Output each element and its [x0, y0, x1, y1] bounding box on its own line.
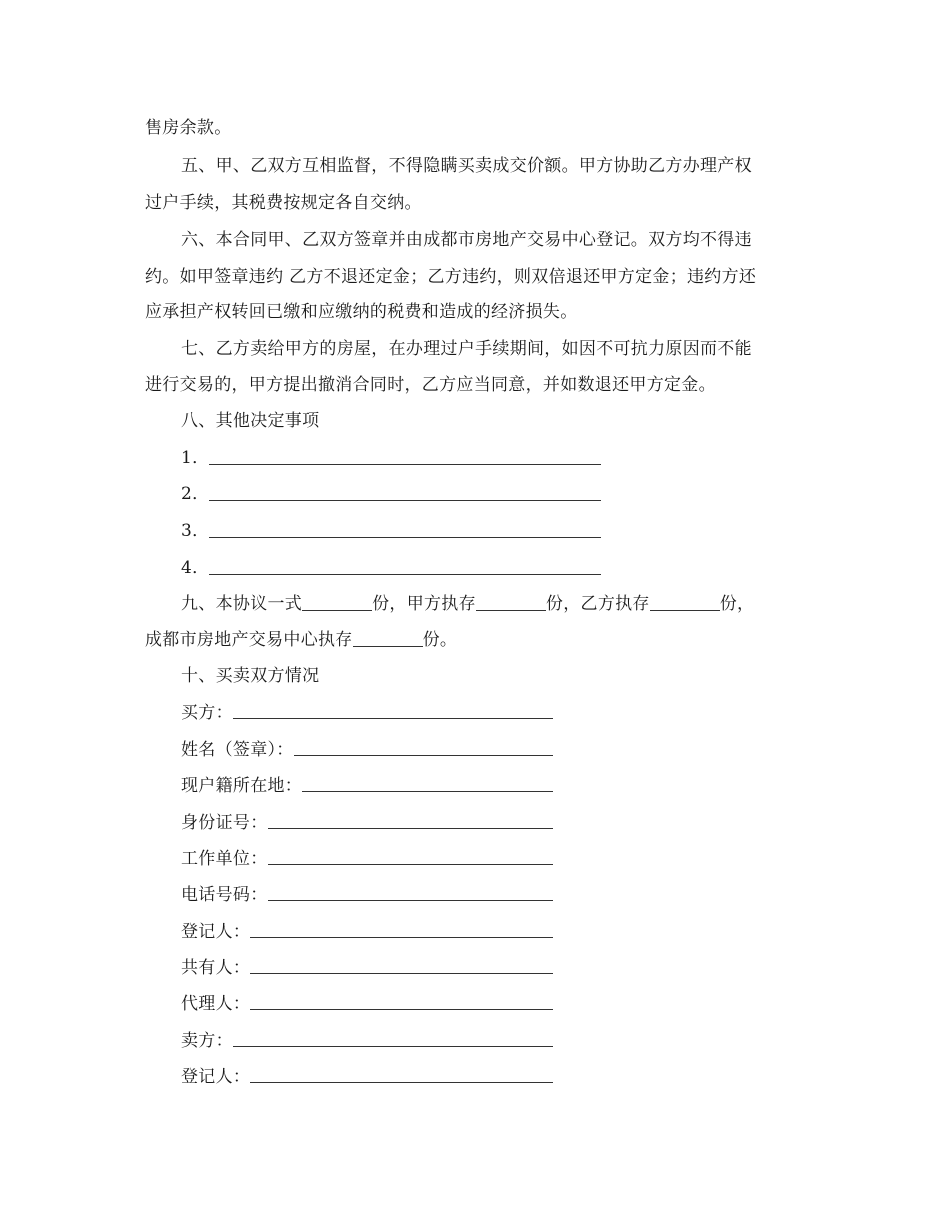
item-row — [181, 482, 601, 506]
field-label: 工作单位： — [181, 849, 268, 869]
text-segment: 份，甲方执存 — [372, 594, 476, 614]
item-number: 3． — [181, 521, 210, 541]
paragraph-line: 约。如甲签章违约 乙方不退还定金；乙方违约，则双倍退还甲方定金；违约方还 — [145, 267, 757, 287]
item-row — [181, 446, 601, 470]
party-field-row — [181, 1029, 553, 1053]
section-title: 十、买卖双方情况 — [181, 666, 320, 686]
blank-line[interactable] — [233, 1029, 553, 1047]
blank-line[interactable] — [250, 956, 553, 974]
party-field-row — [181, 956, 553, 980]
field-label: 共有人： — [181, 958, 251, 978]
item-row — [181, 556, 601, 580]
item-row — [181, 519, 601, 543]
blank-line[interactable] — [294, 738, 553, 756]
blank-line[interactable] — [209, 557, 601, 575]
party-field-row — [181, 847, 553, 871]
item-number: 4． — [181, 558, 210, 578]
blank-line[interactable] — [250, 992, 553, 1010]
field-label: 姓名（签章）： — [181, 740, 294, 760]
paragraph-line: 过户手续，其税费按规定各自交纳。 — [145, 193, 422, 213]
text-segment: 份， — [719, 594, 755, 614]
blank-line[interactable] — [209, 483, 601, 501]
paragraph-line: 七、乙方卖给甲方的房屋，在办理过户手续期间，如因不可抗力原因而不能 — [181, 339, 752, 359]
field-label: 买方： — [181, 703, 233, 723]
blank-line[interactable] — [302, 593, 372, 611]
section9-line — [145, 628, 457, 652]
field-label: 代理人： — [181, 994, 251, 1014]
blank-line[interactable] — [268, 811, 554, 829]
text-segment: 九、本协议一式 — [181, 594, 303, 614]
paragraph-line: 六、本合同甲、乙双方签章并由成都市房地产交易中心登记。双方均不得违 — [181, 230, 752, 250]
text-segment: 成都市房地产交易中心执存 — [145, 630, 353, 650]
blank-line[interactable] — [250, 1065, 553, 1083]
blank-line[interactable] — [476, 593, 546, 611]
item-number: 2． — [181, 484, 210, 504]
blank-line[interactable] — [250, 920, 553, 938]
field-label: 电话号码： — [181, 885, 268, 905]
blank-line[interactable] — [209, 447, 601, 465]
text-segment: 份。 — [422, 630, 458, 650]
blank-line[interactable] — [353, 629, 423, 647]
blank-line[interactable] — [268, 847, 554, 865]
blank-line[interactable] — [302, 774, 553, 792]
paragraph-line: 应承担产权转回已缴和应缴纳的税费和造成的经济损失。 — [145, 302, 578, 322]
party-field-row — [181, 883, 553, 907]
text-segment: 份，乙方执存 — [545, 594, 650, 614]
party-field-row — [181, 811, 553, 835]
field-label: 身份证号： — [181, 813, 268, 833]
blank-line[interactable] — [268, 883, 554, 901]
field-label: 卖方： — [181, 1031, 233, 1051]
paragraph-line: 五、甲、乙双方互相监督，不得隐瞒买卖成交价额。甲方协助乙方办理产权 — [181, 156, 752, 176]
section9-line — [181, 592, 754, 616]
field-label: 登记人： — [181, 1067, 251, 1087]
party-field-row — [181, 920, 553, 944]
party-field-row — [181, 1065, 553, 1089]
paragraph-line: 售房余款。 — [145, 118, 232, 138]
blank-line[interactable] — [650, 593, 720, 611]
paragraph-line: 进行交易的，甲方提出撤消合同时，乙方应当同意，并如数退还甲方定金。 — [145, 375, 716, 395]
party-field-row — [181, 774, 553, 798]
field-label: 登记人： — [181, 922, 251, 942]
party-field-row — [181, 701, 553, 725]
item-number: 1． — [181, 448, 210, 468]
section-title: 八、其他决定事项 — [181, 411, 320, 431]
field-label: 现户籍所在地： — [181, 776, 303, 796]
blank-line[interactable] — [209, 520, 601, 538]
party-field-row — [181, 992, 553, 1016]
party-field-row — [181, 738, 553, 762]
blank-line[interactable] — [233, 701, 553, 719]
